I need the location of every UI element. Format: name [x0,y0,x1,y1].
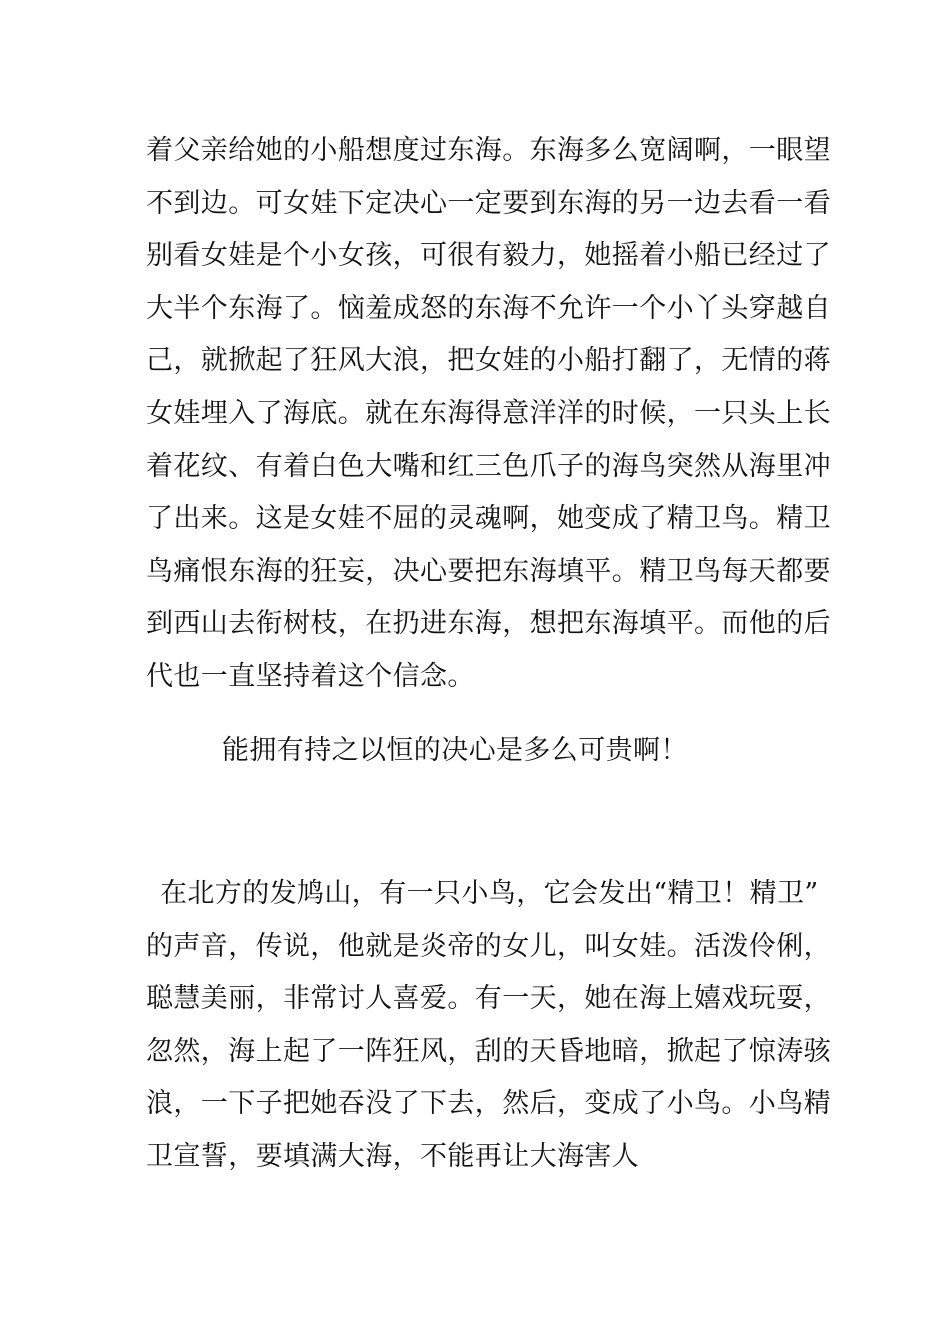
text-line: 了出来。这是女娃不屈的灵魂啊，她变成了精卫鸟。精卫 [146,503,831,535]
story-paragraph-1 [146,125,831,704]
text-line: 浪，一下子把她吞没了下去，然后，变成了小鸟。小鸟精 [146,1088,831,1120]
text-line: 聪慧美丽，非常讨人喜爱。有一天，她在海上嬉戏玩耍， [146,983,831,1015]
text-line: 鸟痛恨东海的狂妄，决心要把东海填平。精卫鸟每天都要 [146,555,831,587]
text-line: 己，就掀起了狂风大浪，把女娃的小船打翻了，无情的蒋 [146,345,831,377]
text-line: 到西山去衔树枝，在扔进东海，想把东海填平。而他的后 [146,608,831,640]
text-line: 女娃埋入了海底。就在东海得意洋洋的时候，一只头上长 [146,397,831,429]
text-line: 在北方的发鸠山，有一只小鸟，它会发出“精卫！精卫” [160,878,819,909]
text-line: 的声音，传说，他就是炎帝的女儿，叫女娃。活泼伶俐， [146,930,831,962]
text-line: 大半个东海了。恼羞成怒的东海不允许一个小丫头穿越自 [146,292,831,324]
text-line: 别看女娃是个小女孩，可很有毅力，她摇着小船已经过了 [146,240,831,272]
text-line: 着父亲给她的小船想度过东海。东海多么宽阔啊，一眼望 [146,135,831,166]
text-line: 忽然，海上起了一阵狂风，刮的天昏地暗，掀起了惊涛骇 [146,1035,831,1067]
text-line: 代也一直坚持着这个信念。 [146,660,475,692]
story-paragraph-2 [146,725,816,778]
text-line: 不到边。可女娃下定决心一定要到东海的另一边去看一看 [146,187,831,219]
story-paragraph-3 [146,868,831,1184]
text-line: 着花纹、有着白色大嘴和红三色爪子的海鸟突然从海里冲 [146,450,831,482]
text-line: 卫宣誓，要填满大海，不能再让大海害人 [146,1140,640,1172]
text-line: 能拥有持之以恒的决心是多么可贵啊！ [222,735,688,766]
